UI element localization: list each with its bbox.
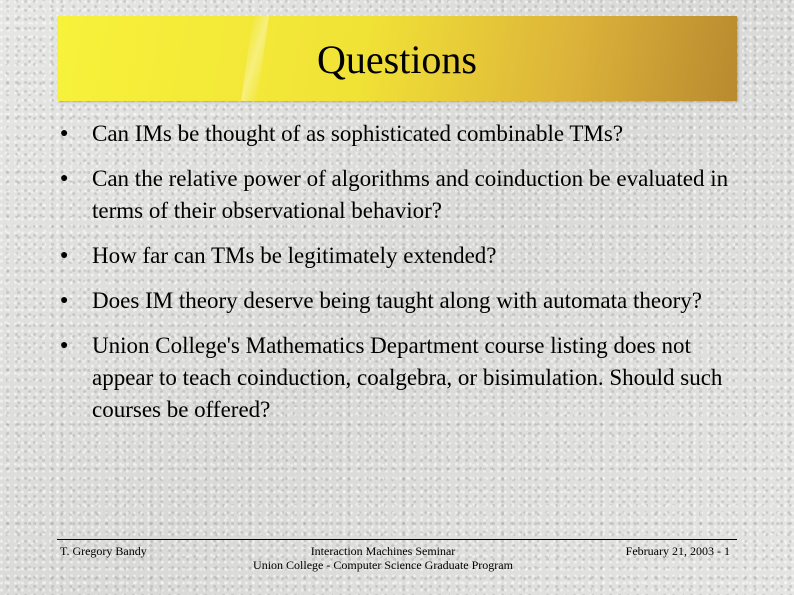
question-text: How far can TMs be legitimately extended? [92,243,497,268]
question-item-3 [60,240,740,272]
footer-seminar: Interaction Machines Seminar [310,544,456,558]
question-item-2 [60,163,740,227]
bullet-icon: ● [60,171,69,186]
question-item-1 [60,118,740,150]
question-text: Union College's Mathematics Department course listing does not appear to teach coinduction, coalgebra, or bisimulation. Should such courses be offered? [92,333,723,422]
bullet-icon: ● [60,248,69,263]
question-item-4 [60,285,740,317]
bullet-icon: ● [60,293,69,308]
question-text: Does IM theory deserve being taught along with automata theory? [92,288,702,313]
question-item-5 [60,330,740,426]
footer-date-page: February 21, 2003 - 1 [625,544,730,558]
footer-author: T. Gregory Bandy [60,544,147,558]
slide-title: Questions [317,37,477,82]
footer-course [237,544,529,572]
bullet-icon: ● [60,126,69,141]
question-list [60,118,740,439]
question-text: Can IMs be thought of as sophisticated combinable TMs? [92,121,624,146]
footer-divider [57,539,737,540]
question-text: Can the relative power of algorithms and coinduction be evaluated in terms of their observational behavior? [92,166,729,223]
footer-program: Union College - Computer Science Graduate Program [253,558,513,572]
bullet-icon: ● [60,338,69,353]
